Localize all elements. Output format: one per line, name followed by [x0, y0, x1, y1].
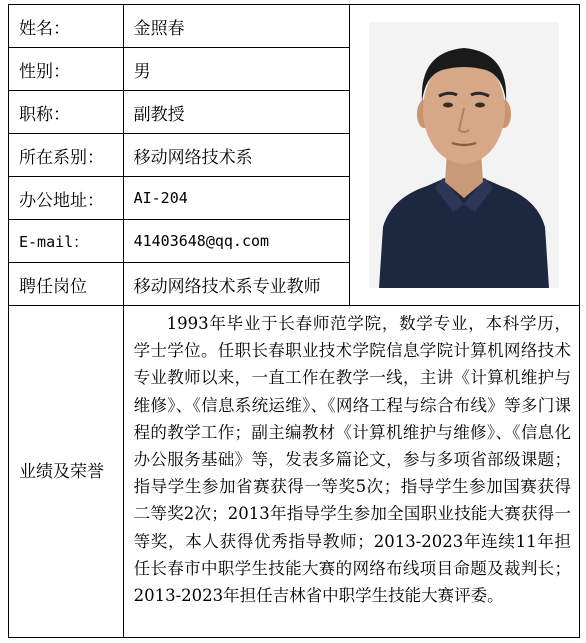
gender-label: 性别：: [9, 48, 124, 91]
office-label: 办公地址：: [9, 177, 124, 220]
achievements-label: 业绩及荣誉: [9, 306, 124, 638]
department-label: 所在系别：: [9, 134, 124, 177]
position-value: 移动网络技术系专业教师: [123, 263, 349, 306]
name-value: 金照春: [123, 5, 349, 48]
email-value: 41403648@qq.com: [123, 220, 349, 263]
office-value: AI-204: [123, 177, 349, 220]
row-name: [9, 5, 580, 48]
title-value: 副教授: [123, 91, 349, 134]
profile-table: [8, 4, 580, 638]
position-label: 聘任岗位: [9, 263, 124, 306]
gender-value: 男: [123, 48, 349, 91]
name-label: 姓名：: [9, 5, 124, 48]
row-achievements: [9, 306, 580, 638]
title-label: 职称：: [9, 91, 124, 134]
achievements-text: 1993年毕业于长春师范学院，数学专业，本科学历，学士学位。任职长春职业技术学院信息学院计算机网络技术专业教师以来，一直工作在教学一线，主讲《计算机维护与维修》、《信息系统运维》、《网络工程与综合布线》等多门课程的教学工作；副主编教材《计算机维护与维修》、《信息化办公服务基础》等，发表多篇论文，参与多项省部级课题；指导学生参加省赛获得一等奖5次；指导学生参加国赛获得二等奖2次；2013年指导学生参加全国职业技能大赛获得一等奖，本人获得优秀指导教师；2013-2023年连续11年担任长春市中职学生技能大赛的网络布线项目命题及裁判长；2013-2023年担任吉林省中职学生技能大赛评委。: [123, 306, 579, 638]
portrait-photo: [369, 22, 559, 288]
department-value: 移动网络技术系: [123, 134, 349, 177]
photo-cell: [349, 5, 579, 306]
email-label: E-mail：: [9, 220, 124, 263]
